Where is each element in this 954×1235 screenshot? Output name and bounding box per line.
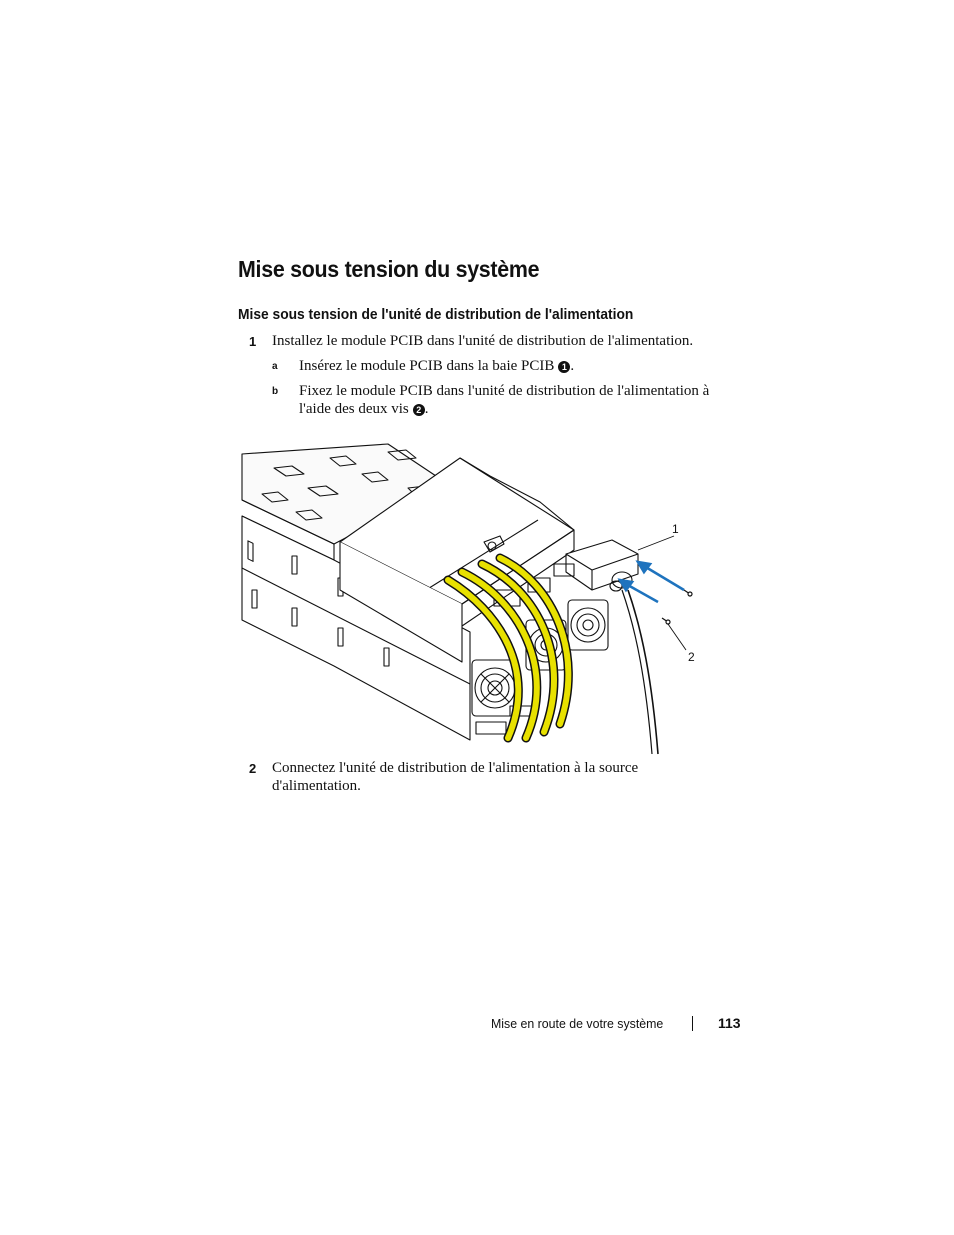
pdu-illustration [238, 440, 708, 758]
step-text: Installez le module PCIB dans l'unité de distribution de l'alimentation. [272, 333, 694, 349]
substep-text-content: Insérez le module PCIB dans la baie PCIB [299, 358, 555, 374]
step-number: 1 [249, 334, 257, 349]
page-number: 113 [718, 1015, 741, 1031]
pdu-drawing [238, 440, 708, 758]
step-number: 2 [249, 761, 257, 776]
step-text-line1: Connectez l'unité de distribution de l'alimentation à la source [272, 760, 639, 776]
substep-text-line1: Fixez le module PCIB dans l'unité de distribution de l'alimentation à [299, 383, 710, 399]
footer-section-title: Mise en route de votre système [491, 1016, 664, 1031]
substep-text-content: l'aide des deux vis [299, 401, 409, 417]
callout-marker: 1 [558, 361, 570, 373]
substep-letter: a [272, 361, 278, 372]
callout-marker: 2 [413, 404, 425, 416]
page-title: Mise sous tension du système [238, 256, 540, 282]
footer-divider [692, 1016, 693, 1031]
substep-letter: b [272, 386, 279, 397]
substep-text-line2: l'aide des deux vis 2 . [299, 401, 429, 417]
step-text-line2: d'alimentation. [272, 778, 361, 794]
section-heading: Mise sous tension de l'unité de distribution de l'alimentation [238, 306, 634, 323]
substep-text: Insérez le module PCIB dans la baie PCIB 1 . [299, 358, 575, 374]
callout-label: 1 [672, 522, 679, 536]
callout-label: 2 [688, 650, 695, 664]
